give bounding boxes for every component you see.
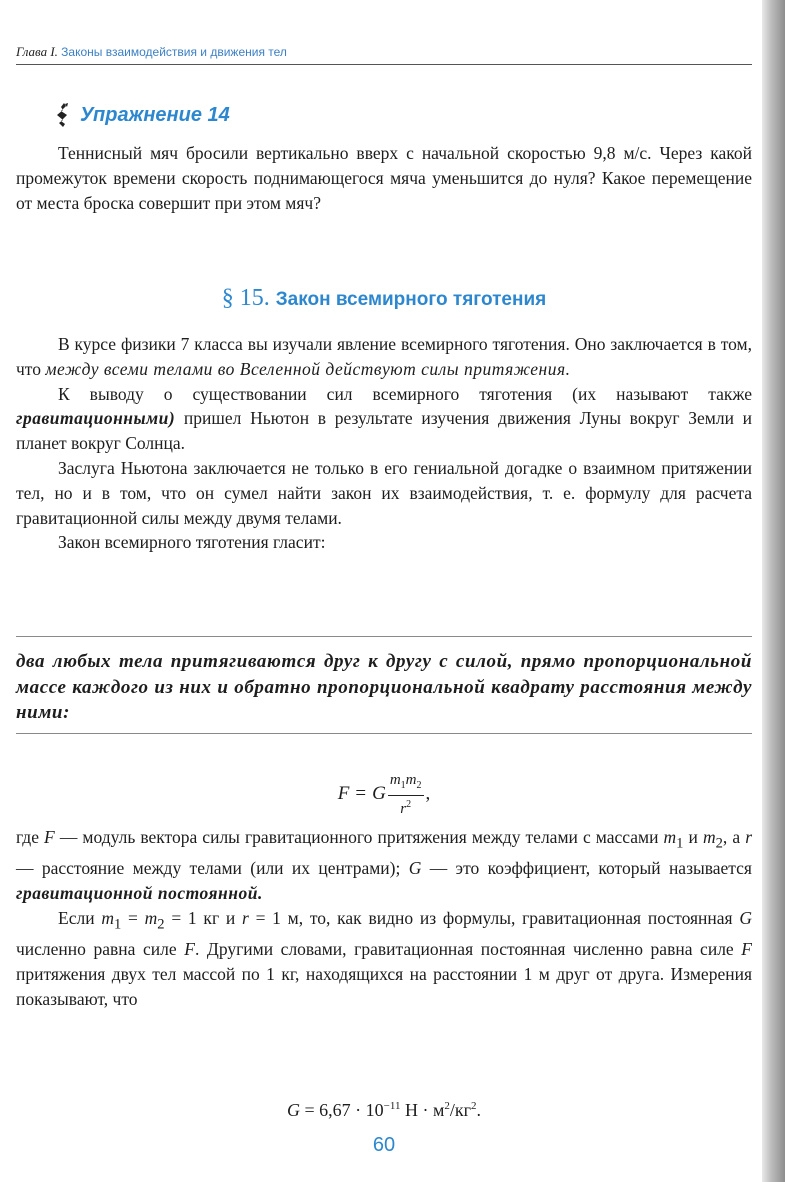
paragraph-2-text: К выводу о существовании сил всемирного тяготения (их называют также xyxy=(58,383,752,404)
denominator-power: 2 xyxy=(406,798,412,810)
ex-var-m2: m xyxy=(144,907,158,928)
chapter-label: Глава I. xyxy=(16,44,58,59)
chapter-title: Законы взаимодействия и движения тел xyxy=(61,45,287,59)
expl-text-4: — расстояние между телами (или их центрами); xyxy=(16,858,409,879)
formula-equals: = xyxy=(355,783,367,804)
exercise-text: Теннисный мяч бросили вертикально вверх с начальной скоростью 9,8 м/с. Через какой промежуток времени скорость поднимающегося мяча уменьшится до нуля? Какое перемещение от места броска совершит при этом мяч? xyxy=(16,143,752,213)
expl-var-G: G xyxy=(408,858,422,879)
g-unit-exp: 2 xyxy=(444,1100,450,1112)
expl-term: гравитационной постоянной. xyxy=(16,883,263,904)
expl-text-5: — это коэффициент, который называется xyxy=(421,858,752,879)
exercise-icon xyxy=(56,102,72,128)
formula-coefficient: G xyxy=(372,783,386,804)
expl-and: и xyxy=(683,827,703,847)
expl-sub-1: 1 xyxy=(676,835,684,852)
expl-text-3: , а xyxy=(722,827,746,847)
ex-text-1: Если xyxy=(58,907,102,928)
page-number: 60 xyxy=(372,1134,396,1156)
g-end: . xyxy=(476,1100,481,1120)
exercise-heading xyxy=(56,100,230,130)
expl-var-m1: m xyxy=(663,827,677,847)
textbook-page xyxy=(16,0,752,1182)
explanation-paragraph xyxy=(16,825,752,906)
numerator-mass-2: m xyxy=(405,771,417,788)
paragraph-1 xyxy=(16,332,752,382)
ex-sub-2: 2 xyxy=(157,916,165,933)
g-exponent: −11 xyxy=(383,1100,401,1112)
section-heading xyxy=(16,283,752,315)
expl-text-1: где xyxy=(16,827,45,847)
formula-force: F xyxy=(337,783,350,804)
paragraph-2-term: гравитационными) xyxy=(16,408,176,429)
ex-var-r: r xyxy=(242,907,249,928)
paragraph-4: Закон всемирного тяготения гласит: xyxy=(58,532,326,553)
section-body xyxy=(16,332,752,555)
numerator-sub-2: 2 xyxy=(416,779,422,791)
section-title: Закон всемирного тяготения xyxy=(275,289,547,310)
expl-sub-2: 2 xyxy=(715,835,723,852)
gravity-formula xyxy=(16,764,752,824)
running-header xyxy=(16,42,752,65)
ex-text-4: численно равна силе xyxy=(16,939,185,960)
formula-fraction xyxy=(388,772,424,817)
scan-page-edge xyxy=(762,0,785,1182)
ex-var-F: F xyxy=(184,939,195,960)
paragraph-1-emphasis: между всеми телами во Вселенной действуют силы притяжения. xyxy=(45,358,571,379)
explanation-body xyxy=(16,825,752,1012)
exercise-body xyxy=(16,141,752,215)
ex-var-G: G xyxy=(739,907,752,928)
paragraph-2 xyxy=(16,382,752,456)
g-symbol: G xyxy=(287,1100,300,1120)
ex-var-m1: m xyxy=(101,907,114,928)
expl-var-r: r xyxy=(745,827,752,847)
section-number: § 15. xyxy=(221,285,270,311)
g-unit: Н · м xyxy=(400,1100,445,1120)
ex-var-F2: F xyxy=(741,939,752,960)
formula-numerator xyxy=(388,772,424,796)
expl-var-F: F xyxy=(44,827,55,847)
ex-eq: = xyxy=(121,907,145,928)
gravitational-constant xyxy=(16,1094,752,1122)
law-statement: два любых тела притягиваются друг к другу с силой, прямо пропорциональной массе каждого из них и обратно пропорциональной квадрату расстояния между ними: xyxy=(16,636,752,734)
example-paragraph xyxy=(16,906,752,1012)
ex-text-2: = 1 кг и xyxy=(164,907,242,928)
exercise-title: Упражнение 14 xyxy=(80,103,230,126)
expl-text-2: — модуль вектора силы гравитационного притяжения между телами с массами xyxy=(54,827,664,847)
ex-sub-1: 1 xyxy=(113,916,122,933)
paragraph-1-text: В курсе физики 7 класса вы изучали явление всемирного тяготения. Оно заключается в том, что xyxy=(16,334,752,379)
ex-text-3: = 1 м, то, как видно из формулы, гравитационная постоянная xyxy=(248,907,740,928)
g-unit-tail: /кг xyxy=(449,1100,471,1120)
paragraph-3: Заслуга Ньютона заключается не только в его гениальной догадке о взаимном притяжении тел, но и в том, что он сумел найти закон их взаимодействия, т. е. формулу для расчета гравитационной силы между двумя телами. xyxy=(16,457,752,528)
paragraph-2-text-end: пришел Ньютон в результате изучения движения Луны вокруг Земли и планет вокруг Солнца. xyxy=(16,408,752,454)
numerator-mass-1: m xyxy=(389,771,401,788)
g-mantissa: = 6,67 · 10 xyxy=(300,1100,384,1120)
ex-text-6: притяжения двух тел массой по 1 кг, находящихся на расстоянии 1 м друг от друга. Измерения показывают, что xyxy=(16,963,752,1009)
numerator-sub-1: 1 xyxy=(400,779,406,791)
expl-var-m2: m xyxy=(702,827,716,847)
ex-text-5: . Другими словами, гравитационная постоянная численно равна силе xyxy=(194,939,742,960)
denominator-r: r xyxy=(400,800,407,817)
formula-denominator xyxy=(400,796,411,817)
g-unit-tail-exp: 2 xyxy=(470,1100,477,1112)
formula-comma: , xyxy=(425,783,431,804)
